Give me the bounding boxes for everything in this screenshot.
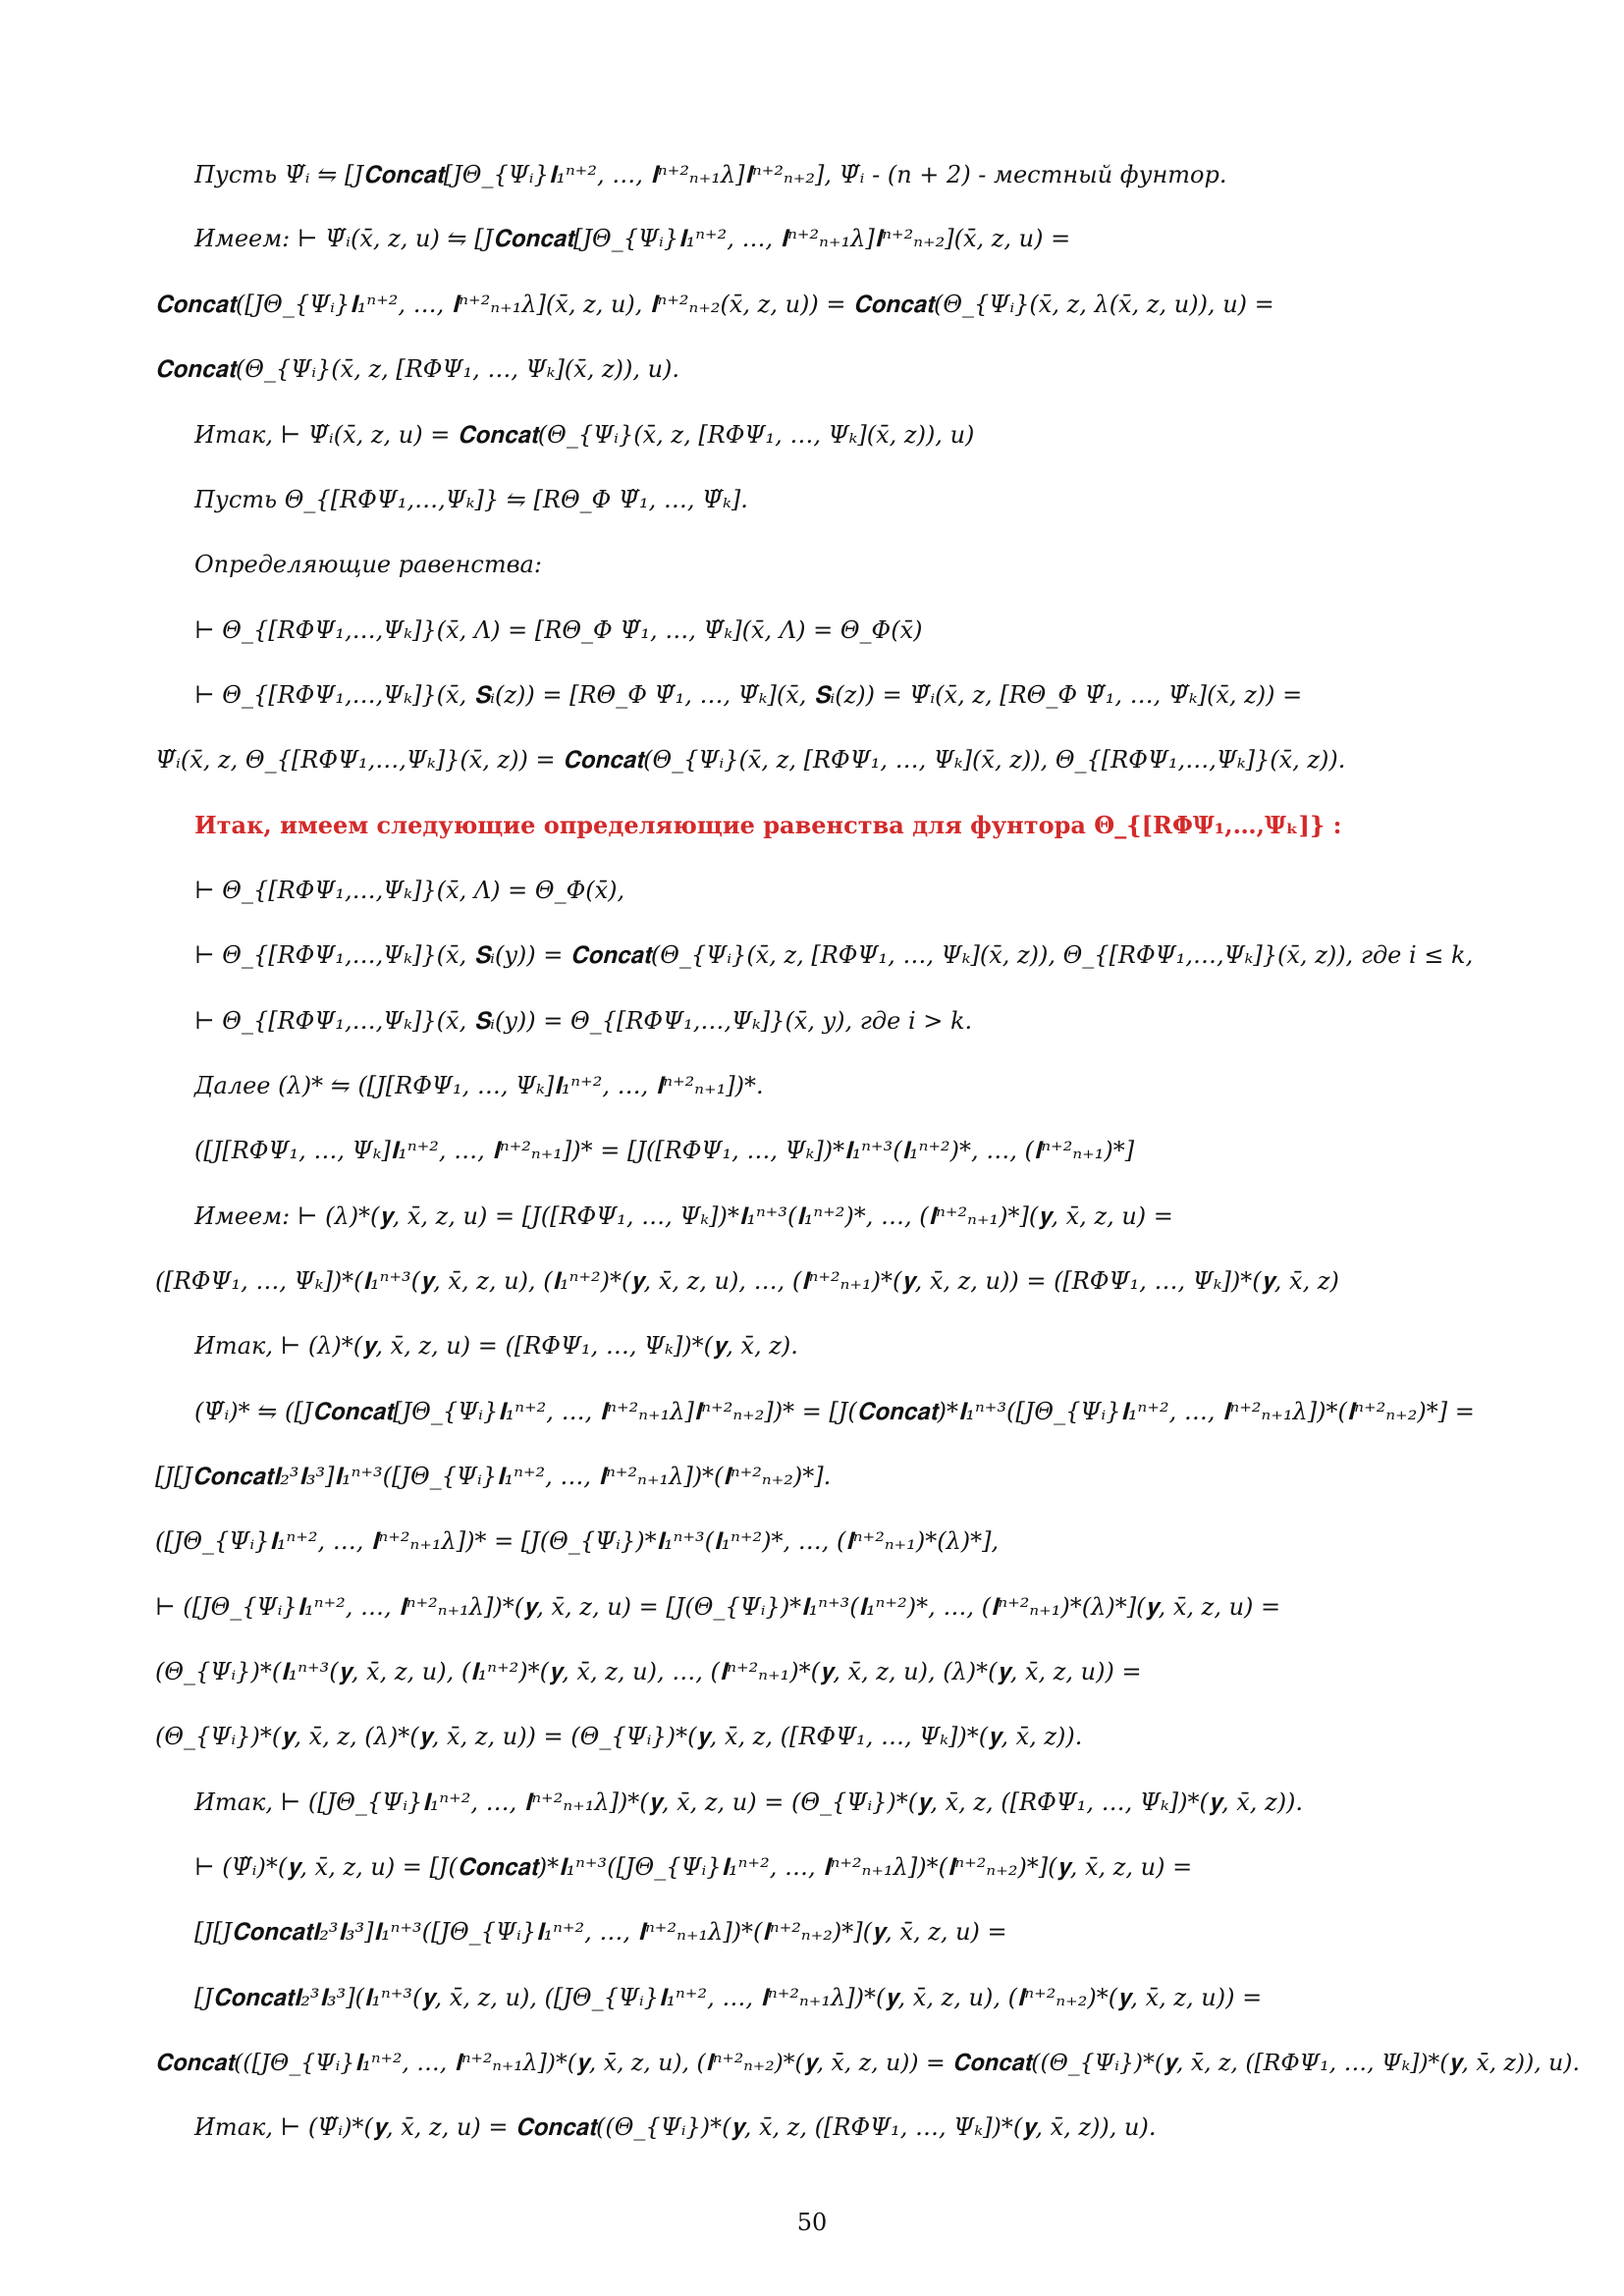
formula-line: [J[J𝐂𝐨𝐧𝐜𝐚𝐭𝐈₂³𝐈₃³]𝐈₁ⁿ⁺³([JΘ_{Ψᵢ}𝐈₁ⁿ⁺², …, 𝐈ⁿ⁺²ₙ₊₁λ])*(𝐈ⁿ⁺²ₙ₊₂)*]. xyxy=(155,1463,832,1490)
formula-line: (Θ_{Ψᵢ})*(𝐲, x̄, z, (λ)*(𝐲, x̄, z, u)) = (Θ_{Ψᵢ})*(𝐲, x̄, z, ([RΦΨ₁, …, Ψₖ])*(𝐲, x̄, z)). xyxy=(155,1723,1083,1750)
formula-line: ⊢ Θ_{[RΦΨ₁,…,Ψₖ]}(x̄, 𝐒ᵢ(y)) = 𝐂𝐨𝐧𝐜𝐚𝐭(Θ_{Ψᵢ}(x̄, z, [RΦΨ₁, …, Ψₖ](x̄, z)), Θ_{[RΦΨ₁,…,Ψₖ]}(x̄, z)), где i ≤ k, xyxy=(194,941,1474,969)
formula-line: Пусть Θ_{[RΦΨ₁,…,Ψₖ]} ⇋ [RΘ_Φ Ψ̃₁, …, Ψ̃ₖ]. xyxy=(194,486,748,513)
formula-line: ⊢ Θ_{[RΦΨ₁,…,Ψₖ]}(x̄, Λ) = Θ_Φ(x̄), xyxy=(194,877,625,904)
text-line: Определяющие равенства: xyxy=(194,551,542,578)
formula-line: [J𝐂𝐨𝐧𝐜𝐚𝐭𝐈₂³𝐈₃³](𝐈₁ⁿ⁺³(𝐲, x̄, z, u), ([JΘ_{Ψᵢ}𝐈₁ⁿ⁺², …, 𝐈ⁿ⁺²ₙ₊₁λ])*(𝐲, x̄, z, u), (𝐈ⁿ⁺²ₙ₊₂)*(𝐲, x̄, z, u)) = xyxy=(194,1984,1263,2011)
formula-line: ⊢ Θ_{[RΦΨ₁,…,Ψₖ]}(x̄, 𝐒ᵢ(y)) = Θ_{[RΦΨ₁,…,Ψₖ]}(x̄, y), где i > k. xyxy=(194,1007,973,1035)
formula-line: 𝐂𝐨𝐧𝐜𝐚𝐭([JΘ_{Ψᵢ}𝐈₁ⁿ⁺², …, 𝐈ⁿ⁺²ₙ₊₁λ](x̄, z, u), 𝐈ⁿ⁺²ₙ₊₂(x̄, z, u)) = 𝐂𝐨𝐧𝐜𝐚𝐭(Θ_{Ψᵢ}(x̄, z, λ(x̄, z, u)), u) = xyxy=(155,291,1274,318)
formula-line: ⊢ (Ψ̃ᵢ)*(𝐲, x̄, z, u) = [J(𝐂𝐨𝐧𝐜𝐚𝐭)*𝐈₁ⁿ⁺³([JΘ_{Ψᵢ}𝐈₁ⁿ⁺², …, 𝐈ⁿ⁺²ₙ₊₁λ])*(𝐈ⁿ⁺²ₙ₊₂)*](𝐲, x̄, z, u) = xyxy=(194,1853,1193,1881)
formula-line: Итак, ⊢ (Ψ̃ᵢ)*(𝐲, x̄, z, u) = 𝐂𝐨𝐧𝐜𝐚𝐭((Θ_{Ψᵢ})*(𝐲, x̄, z, ([RΦΨ₁, …, Ψₖ])*(𝐲, x̄, z)), u). xyxy=(194,2113,1157,2141)
formula-line: Итак, ⊢ ([JΘ_{Ψᵢ}𝐈₁ⁿ⁺², …, 𝐈ⁿ⁺²ₙ₊₁λ])*(𝐲, x̄, z, u) = (Θ_{Ψᵢ})*(𝐲, x̄, z, ([RΦΨ₁, …, Ψₖ])*(𝐲, x̄, z)). xyxy=(194,1789,1304,1816)
formula-line: ⊢ ([JΘ_{Ψᵢ}𝐈₁ⁿ⁺², …, 𝐈ⁿ⁺²ₙ₊₁λ])*(𝐲, x̄, z, u) = [J(Θ_{Ψᵢ})*𝐈₁ⁿ⁺³(𝐈₁ⁿ⁺²)*, …, (𝐈ⁿ⁺²ₙ₊₁)*(λ)*](𝐲, x̄, z, u) = xyxy=(155,1593,1281,1621)
formula-line: Ψ̃ᵢ(x̄, z, Θ_{[RΦΨ₁,…,Ψₖ]}(x̄, z)) = 𝐂𝐨𝐧𝐜𝐚𝐭(Θ_{Ψᵢ}(x̄, z, [RΦΨ₁, …, Ψₖ](x̄, z)), Θ_{[RΦΨ₁,…,Ψₖ]}(x̄, z)). xyxy=(155,746,1346,774)
formula-line: ⊢ Θ_{[RΦΨ₁,…,Ψₖ]}(x̄, 𝐒ᵢ(z)) = [RΘ_Φ Ψ̃₁, …, Ψ̃ₖ](x̄, 𝐒ᵢ(z)) = Ψ̃ᵢ(x̄, z, [RΘ_Φ Ψ̃₁, …, Ψ̃ₖ](x̄, z)) = xyxy=(194,681,1303,709)
formula-line: 𝐂𝐨𝐧𝐜𝐚𝐭(Θ_{Ψᵢ}(x̄, z, [RΦΨ₁, …, Ψₖ](x̄, z)), u). xyxy=(155,355,680,383)
formula-line: ([RΦΨ₁, …, Ψₖ])*(𝐈₁ⁿ⁺³(𝐲, x̄, z, u), (𝐈₁ⁿ⁺²)*(𝐲, x̄, z, u), …, (𝐈ⁿ⁺²ₙ₊₁)*(𝐲, x̄, z, u)) = ([RΦΨ₁, …, Ψₖ])*(𝐲, x̄, z) xyxy=(155,1267,1339,1295)
formula-line: Имеем: ⊢ (λ)*(𝐲, x̄, z, u) = [J([RΦΨ₁, …, Ψₖ])*𝐈₁ⁿ⁺³(𝐈₁ⁿ⁺²)*, …, (𝐈ⁿ⁺²ₙ₊₁)*](𝐲, x̄, z, u) = xyxy=(194,1202,1173,1230)
formula-line: Итак, ⊢ (λ)*(𝐲, x̄, z, u) = ([RΦΨ₁, …, Ψₖ])*(𝐲, x̄, z). xyxy=(194,1332,798,1360)
formula-line: ([JΘ_{Ψᵢ}𝐈₁ⁿ⁺², …, 𝐈ⁿ⁺²ₙ₊₁λ])* = [J(Θ_{Ψᵢ})*𝐈₁ⁿ⁺³(𝐈₁ⁿ⁺²)*, …, (𝐈ⁿ⁺²ₙ₊₁)*(λ)*], xyxy=(155,1527,1000,1555)
formula-line: Итак, ⊢ Ψ̃ᵢ(x̄, z, u) = 𝐂𝐨𝐧𝐜𝐚𝐭(Θ_{Ψᵢ}(x̄, z, [RΦΨ₁, …, Ψₖ](x̄, z)), u) xyxy=(194,421,975,449)
formula-line: [J[J𝐂𝐨𝐧𝐜𝐚𝐭𝐈₂³𝐈₃³]𝐈₁ⁿ⁺³([JΘ_{Ψᵢ}𝐈₁ⁿ⁺², …, 𝐈ⁿ⁺²ₙ₊₁λ])*(𝐈ⁿ⁺²ₙ₊₂)*](𝐲, x̄, z, u) = xyxy=(194,1918,1007,1946)
formula-line: Далее (λ)* ⇋ ([J[RΦΨ₁, …, Ψₖ]𝐈₁ⁿ⁺², …, 𝐈ⁿ⁺²ₙ₊₁])*. xyxy=(194,1072,764,1099)
formula-line: (Θ_{Ψᵢ})*(𝐈₁ⁿ⁺³(𝐲, x̄, z, u), (𝐈₁ⁿ⁺²)*(𝐲, x̄, z, u), …, (𝐈ⁿ⁺²ₙ₊₁)*(𝐲, x̄, z, u), (λ)*(𝐲, x̄, z, u)) = xyxy=(155,1658,1142,1685)
highlighted-statement: Итак, имеем следующие определяющие равенства для фунтора Θ_{[RΦΨ₁,…,Ψₖ]} : xyxy=(194,811,1342,839)
formula-line: (Ψ̃ᵢ)* ⇋ ([J𝐂𝐨𝐧𝐜𝐚𝐭[JΘ_{Ψᵢ}𝐈₁ⁿ⁺², …, 𝐈ⁿ⁺²ₙ₊₁λ]𝐈ⁿ⁺²ₙ₊₂])* = [J(𝐂𝐨𝐧𝐜𝐚𝐭)*𝐈₁ⁿ⁺³([JΘ_{Ψᵢ}𝐈₁ⁿ⁺², …, 𝐈ⁿ⁺²ₙ₊₁λ])*(𝐈ⁿ⁺²ₙ₊₂)*] = xyxy=(194,1398,1475,1425)
formula-line: ⊢ Θ_{[RΦΨ₁,…,Ψₖ]}(x̄, Λ) = [RΘ_Φ Ψ̃₁, …, Ψ̃ₖ](x̄, Λ) = Θ_Φ(x̄) xyxy=(194,616,923,644)
formula-line: 𝐂𝐨𝐧𝐜𝐚𝐭(([JΘ_{Ψᵢ}𝐈₁ⁿ⁺², …, 𝐈ⁿ⁺²ₙ₊₁λ])*(𝐲, x̄, z, u), (𝐈ⁿ⁺²ₙ₊₂)*(𝐲, x̄, z, u)) = 𝐂𝐨𝐧𝐜𝐚𝐭((Θ_{Ψᵢ})*(𝐲, x̄, z, ([RΦΨ₁, …, Ψₖ])*(𝐲, x̄, z)), u). xyxy=(155,2049,1580,2076)
formula-line: ([J[RΦΨ₁, …, Ψₖ]𝐈₁ⁿ⁺², …, 𝐈ⁿ⁺²ₙ₊₁])* = [J([RΦΨ₁, …, Ψₖ])*𝐈₁ⁿ⁺³(𝐈₁ⁿ⁺²)*, …, (𝐈ⁿ⁺²ₙ₊₁)*] xyxy=(194,1137,1135,1164)
formula-line: Пусть Ψ̃ᵢ ⇋ [J𝐂𝐨𝐧𝐜𝐚𝐭[JΘ_{Ψᵢ}𝐈₁ⁿ⁺², …, 𝐈ⁿ⁺²ₙ₊₁λ]𝐈ⁿ⁺²ₙ₊₂], Ψ̃ᵢ - (n + 2) - местный фунтор. xyxy=(194,161,1227,188)
formula-line: Имеем: ⊢ Ψ̃ᵢ(x̄, z, u) ⇋ [J𝐂𝐨𝐧𝐜𝐚𝐭[JΘ_{Ψᵢ}𝐈₁ⁿ⁺², …, 𝐈ⁿ⁺²ₙ₊₁λ]𝐈ⁿ⁺²ₙ₊₂](x̄, z, u) = xyxy=(194,225,1071,252)
page-number: 50 xyxy=(796,2209,828,2236)
